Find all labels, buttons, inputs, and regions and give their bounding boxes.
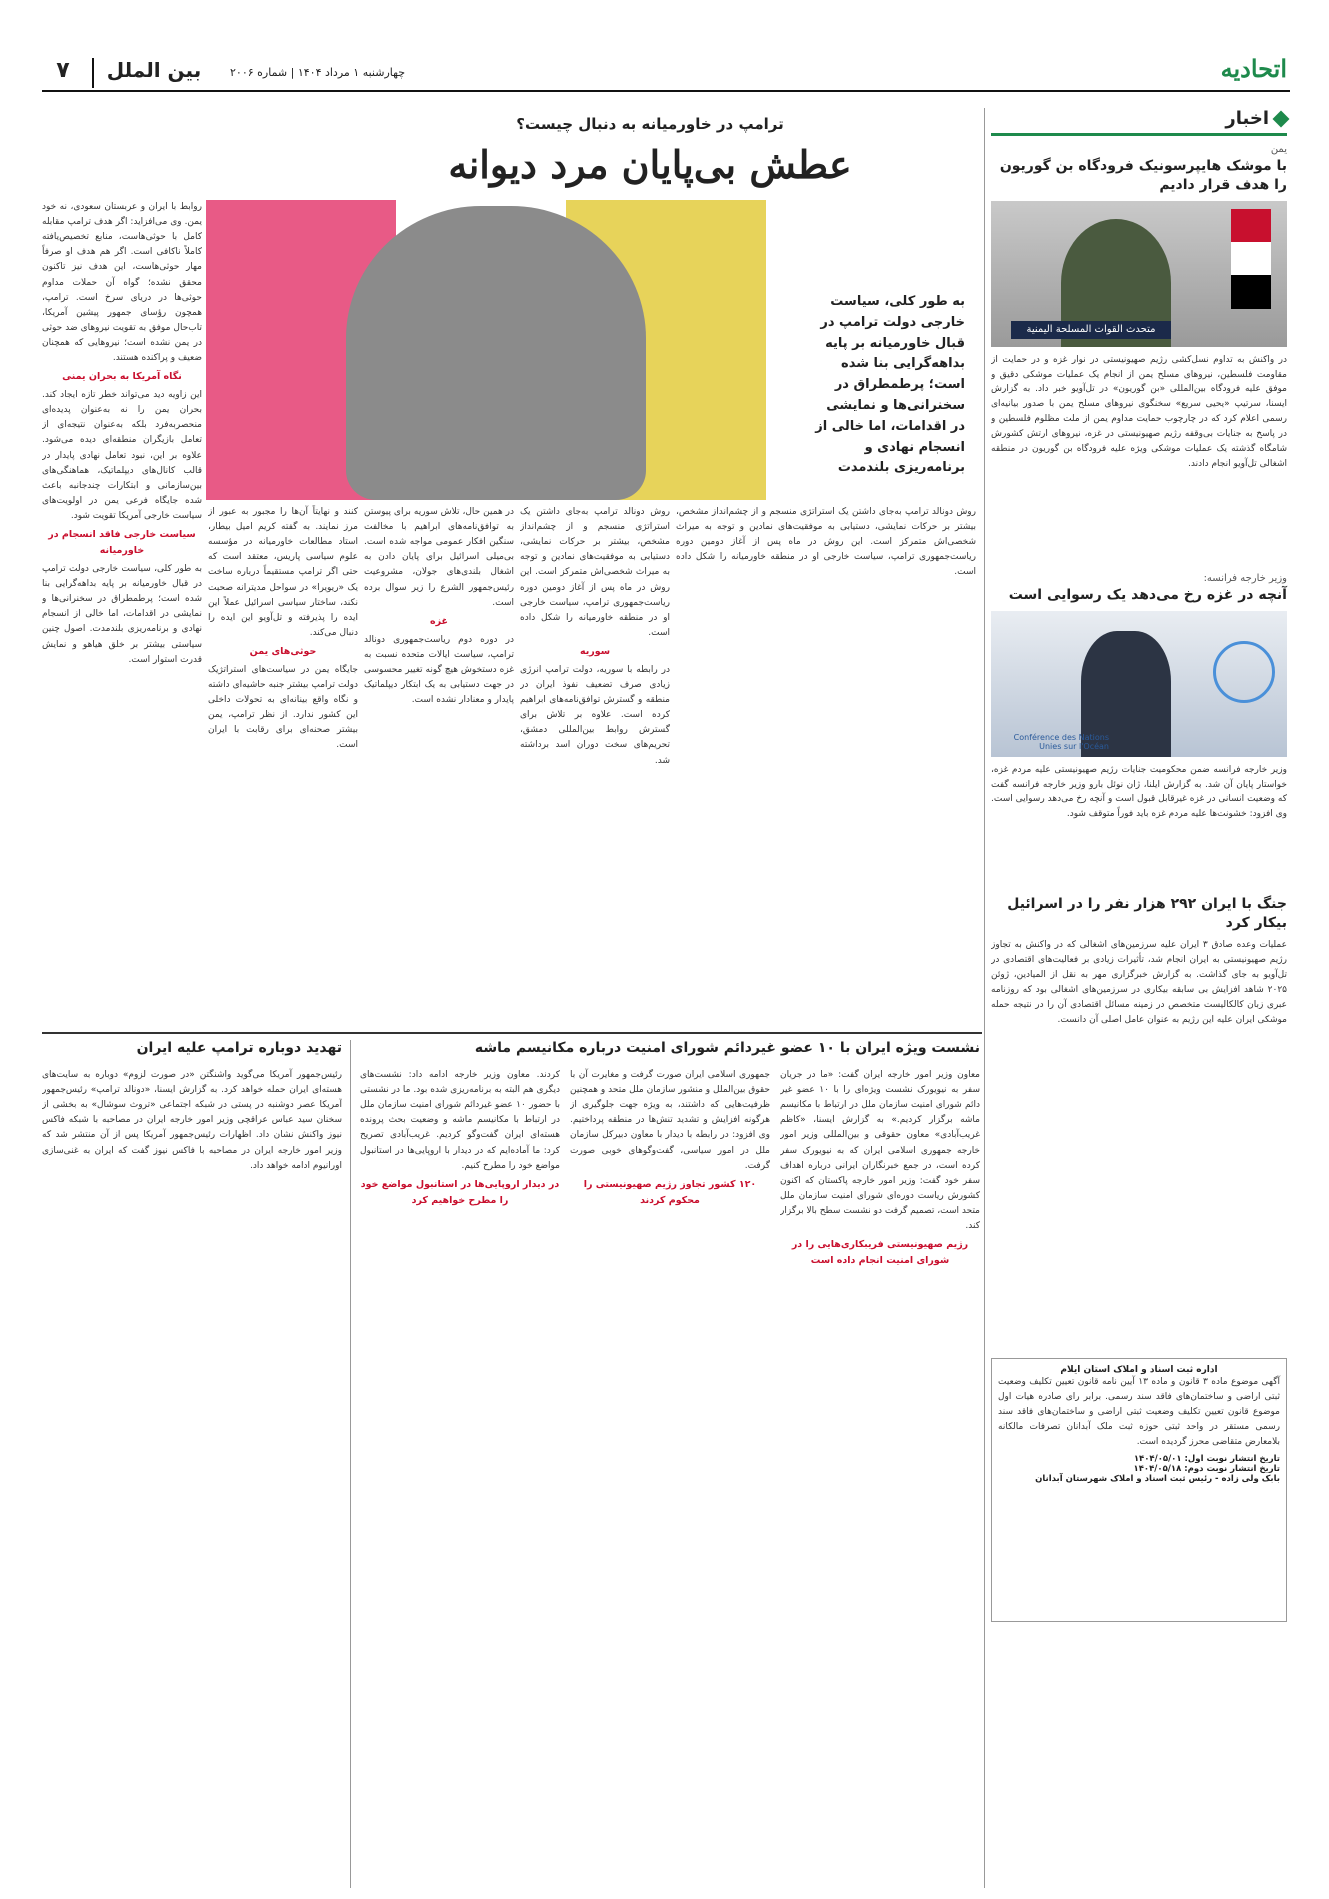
- notice-signer: بابک ولی زاده - رئیس ثبت اسناد و املاک شهرستان آبدانان: [1035, 1473, 1280, 1484]
- france-minister-photo: [991, 611, 1287, 757]
- notice-date-2: تاریخ انتشار نوبت دوم: ۱۴۰۴/۰۵/۱۸: [1133, 1463, 1280, 1474]
- section-title: بین الملل: [92, 58, 214, 88]
- section-subhead: سوریه: [579, 645, 611, 657]
- page-number: ۷: [56, 58, 70, 83]
- dateline: چهارشنبه ۱ مرداد ۱۴۰۴ | شماره ۲۰۰۶: [230, 66, 406, 79]
- photo-caption: متحدث القوات المسلحة اليمنية: [1011, 321, 1171, 339]
- photo-backdrop-text: Conférence des Nations Unies sur l'Océan: [1013, 732, 1109, 751]
- news-kicker-france: وزیر خارجه فرانسه:: [1203, 572, 1287, 584]
- section-subhead: نگاه آمریکا به بحران یمنی: [62, 371, 182, 383]
- feature-subtitle: ترامپ در خاورمیانه به دنبال چیست؟: [516, 115, 784, 133]
- news-body-unemployment: عملیات وعده صادق ۳ ایران علیه سرزمین‌های اشغالی که در واکنش به تجاوز رژیم صهیونیستی به ایران انجام شد، تأثیرات زیادی بر فعالیت‌های اقتصادی در تل‌آویو به جای گذاشت. به گزارش خبرگزاری مهر به نقل از المیادین، ژوئن ۲۰۲۵ شاهد افزایش بی سابقه بیکاری در سرزمین‌های اشغالی بود که روزنامه عبری زبان کالکالیست متخصص در زمینه مسائل اقتصادی آن را در نتیجه حمله موشکی ایران علیه این رژیم به عنوان عامل اصلی آن دانست.: [991, 940, 1287, 1025]
- article-body-threat: رئیس‌جمهور آمریکا می‌گوید واشنگتن «در صورت لزوم» دوباره به سایت‌های هسته‌ای ایران حمله خواهد کرد. به گزارش ایسنا، «دونالد ترامپ» رئیس‌جمهور آمریکا عصر دوشنبه در پستی در شبکه اجتماعی «تروث سوشال» به بخشی از سخنان سید عباس عراقچی وزیر امور خارجه ایران در مصاحبه با شبکه فاکس نیوز واکنش نشان داد. اظهارات رئیس‌جمهور آمریکا پس از آن منتشر شد که وزیر امور خارجه ایران در مصاحبه با فاکس نیوز گفت که ایران به غنی‌سازی اورانیوم ادامه خواهد داد.: [42, 1070, 342, 1171]
- news-body-france: وزیر خارجه فرانسه ضمن محکومیت جنایات رژیم صهیونیستی علیه مردم غزه، خواستار پایان آن شد. به گزارش ایلنا، ژان نوئل بارو وزیر خارجه فرانسه گفت که وضعیت انسانی در غزه غیرقابل قبول است و آنچه رخ می‌دهد رسوایی است. وی افزود: خشونت‌ها علیه مردم غزه باید فوراً متوقف شود.: [991, 764, 1287, 820]
- news-kicker-yemen: یمن: [1270, 144, 1287, 155]
- article-text: به طور کلی، سیاست خارجی دولت ترامپ در قبال خاورمیانه بر پایه بداهه‌گرایی بنا شده است؛ پرطمطراق در سخنرانی‌ها و نمایشی در اقدامات، اما خالی از انسجام نهادی و برنامه‌ریزی بلندمدت. اصول چنین سیاستی بیشتر بر خلق هیاهو و نمایش قدرت استوار است.: [42, 564, 202, 665]
- article-column-sc-3: [360, 1068, 560, 1888]
- section-subhead: رژیم صهیونیستی فریبکاری‌هایی را در شورای امنیت انجام داده است: [791, 1239, 969, 1267]
- diamond-icon: [1273, 110, 1290, 127]
- article-text: روش دونالد ترامپ به‌جای داشتن یک استراتژی منسجم و از چشم‌انداز مشخص، بیشتر بر حرکات نمایشی، دستیابی به موفقیت‌های نمادین و توجه به میراث شخصی‌اش متمرکز است. این روش در ماه پس از آغاز دومین دوره ریاست‌جمهوری ترامپ، سیاست خارجی او در منطقه خاورمیانه را شکل داده است.: [676, 507, 976, 578]
- section-subhead: در دیدار اروپایی‌ها در استانبول مواضع خود را مطرح خواهیم کرد: [360, 1178, 560, 1206]
- un-emblem-icon: [1213, 641, 1275, 703]
- article-column-5: [676, 505, 976, 1025]
- article-column-sc-2: [570, 1068, 770, 1888]
- article-text: معاون وزیر امور خارجه ایران گفت: «ما در جریان سفر به نیویورک نشست ویژه‌ای را با ۱۰ عضو غیر دائم شورای امنیت سازمان ملل در ارتباط با مکانیسم ماشه برگزار کردیم.» به گزارش ایسنا، «کاظم غریب‌آبادی» معاون حقوقی و بین‌المللی وزیر امور خارجه جمهوری اسلامی ایران که به نیویورک سفر کرده است، در جمع خبرنگاران ایرانی درباره اهداف سفر خود گفت: وزیر امور خارجه پاکستان که اکنون کشورش ریاست دوره‌ای شورای امنیت سازمان ملل متحد است، تصمیم گرفت دو نشست سطح بالا برگزار کند.: [780, 1070, 980, 1232]
- news-sidebar: [991, 108, 1287, 1888]
- article-column-4: [520, 505, 670, 1025]
- pull-quote: به طور کلی، سیاست خارجی دولت ترامپ در قبال خاورمیانه بر پایه بداهه‌گرایی بنا شده است؛ پرطمطراق در سخنرانی‌ها و نمایشی در اقدامات، اما خالی از انسجام نهادی و برنامه‌ریزی بلندمدت: [815, 294, 965, 476]
- news-body-yemen: در واکنش به تداوم نسل‌کشی رژیم صهیونیستی در نوار غزه و در حمایت از مقاومت فلسطین، نیروهای مسلح یمن از انجام یک عملیات موشکی دقیق و موفق علیه فرودگاه بین‌المللی «بن گوریون» در تل‌آویو خبر داد. به گزارش ایسنا، سرتیپ «یحیی سریع» سخنگوی نیروهای مسلح یمن با صدور بیانیه‌ای رسمی اعلام کرد که در چارچوب حمایت مداوم یمن از ملت مظلوم فلسطین و در پاسخ به جنایات بی‌وقفه رژیم صهیونیستی در غزه، نیروهای ارتش کشورش شامگاه گذشته یک عملیات موشکی ویژه علیه فرودگاه بن گوریون در منطقه اشغالی تل‌آویو انجام دادند.: [991, 354, 1287, 469]
- section-divider: [42, 1032, 982, 1034]
- article-text: روابط با ایران و عربستان سعودی، نه خود یمن. وی می‌افزاید: اگر هدف ترامپ مقابله کامل با حوثی‌هاست، منابع تخصیص‌یافته کاملاً ناکافی است. اگر هم هدف او صرفاً مهار حوثی‌هاست، این هدف نیز تاکنون محقق نشده؛ گواه آن حملات مداوم حوثی‌ها در دریای سرخ است. ترامپ، همچون رؤسای جمهور پیشین آمریکا، تاب‌حال موفق به تقویت نیروهای ضد حوثی در یمن نشده است؛ نیروهایی که همچنان ضعیف و پراکنده هستند.: [42, 202, 202, 364]
- trump-portrait: [346, 206, 646, 500]
- yemen-spokesman-photo: [991, 201, 1287, 347]
- article-column-1: [42, 200, 202, 1025]
- feature-title: عطش بی‌پایان مرد دیوانه: [448, 142, 852, 187]
- newspaper-logo: اتحادیه: [1220, 54, 1287, 83]
- section-subhead: ۱۲۰ کشور تجاوز رژیم صهیونیستی را محکوم کردند: [583, 1178, 757, 1206]
- article-column-3: [364, 505, 514, 1025]
- article-text: جایگاه یمن در سیاست‌های استراتژیک دولت ترامپ بیشتر جنبه حاشیه‌ای داشته و نگاه واقع بینانه‌ای به تحولات داخلی این کشور ندارد. از نظر ترامپ، یمن بیشتر صحنه‌ای برای رقابت با ایران است.: [208, 664, 358, 751]
- yemen-flag-icon: [1231, 209, 1271, 309]
- article-title-threat: تهدید دوباره ترامپ علیه ایران: [136, 1040, 342, 1056]
- news-title-unemployment: جنگ با ایران ۲۹۲ هزار نفر را در اسرائیل بیکار کرد: [1007, 895, 1287, 931]
- column-divider: [350, 1040, 351, 1888]
- feature-photo-collage: [206, 200, 766, 500]
- sidebar-title: اخبار: [1225, 108, 1269, 129]
- article-text: روش دونالد ترامپ به‌جای داشتن یک استراتژی منسجم و از چشم‌انداز مشخص، بیشتر بر حرکات نمایشی، دستیابی به موفقیت‌های نمادین و توجه به میراث شخصی‌اش متمرکز است. این روش در ماه پس از آغاز دومین دوره ریاست‌جمهوری ترامپ، سیاست خارجی او در منطقه خاورمیانه را شکل داده است.: [520, 507, 670, 638]
- sidebar-divider: [984, 108, 985, 1888]
- article-column-2: [208, 505, 358, 1025]
- article-text: کنند و نهایتاً آن‌ها را مجبور به عبور از مرز نمایند. به گفته کریم امیل بیطار، استاد مطالعات خاورمیانه در مؤسسه علوم سیاسی پاریس، معتقد است که حتی اگر ترامپ مستقیماً درباره ساخت یک «ریویرا» در سواحل مدیترانه صحبت نکند، ساختار سیاسی اسرائیل عملاً این ایده را پذیرفته و تل‌آویو این ایده را دنبال می‌کند.: [208, 507, 358, 638]
- article-text: در همین حال، تلاش سوریه برای پیوستن به توافق‌نامه‌های ابراهیم با مخالفت سنگین افکار عمومی مواجه شده است. بی‌میلی اسرائیل برای پایان دادن به اشغال بلندی‌های جولان، مشروعیت رئیس‌جمهور الشرع را زیر سوال برده است.: [364, 507, 514, 608]
- section-subhead: سیاست خارجی فاقد انسجام در خاورمیانه: [48, 529, 196, 557]
- notice-title: اداره ثبت اسناد و املاک استان ایلام: [1060, 1365, 1218, 1376]
- section-subhead: غزه: [429, 615, 448, 627]
- notice-date-1: تاریخ انتشار نوبت اول: ۱۴۰۴/۰۵/۰۱: [1133, 1453, 1280, 1464]
- article-text: در دوره دوم ریاست‌جمهوری دونالد ترامپ، سیاست ایالات متحده نسبت به غزه دستخوش هیچ گونه تغییر محسوسی در جهت دستیابی به یک ابتکار دیپلماتیک پایدار و معنادار نشده است.: [364, 634, 514, 706]
- article-text: در رابطه با سوریه، دولت ترامپ انرژی زیادی صرف تضعیف نفوذ ایران در منطقه و گسترش توافق‌نامه‌های ابراهیم کرده است. علاوه بر تلاش برای گسترش روابط بین‌المللی دمشق، تحریم‌های سخت دوران اسد برداشته شد.: [520, 664, 670, 766]
- article-column-sc-1: [780, 1068, 980, 1888]
- article-text: این زاویه دید می‌تواند خطر تازه ایجاد کند. بحران یمن را نه به‌عنوان پدیده‌ای منحصربه‌فرد بلکه به‌عنوان نتیجه‌ای از تعامل بازیگران منطقه‌ای دیده می‌شود. علاوه بر این، نبود تعامل نهادی پایدار در قالب کانال‌های دیپلماتیک، هماهنگی‌های بین‌سازمانی و ابتکارات چندجانبه باعث شده جایگاه فرعی یمن در اولویت‌های سیاست خارجی آمریکا تقویت شود.: [42, 390, 202, 522]
- article-text: جمهوری اسلامی ایران صورت گرفت و مغایرت آن با حقوق بین‌الملل و منشور سازمان ملل متحد و همچنین ظرفیت‌هایی که داشتند، به ویژه جهت جلوگیری از هرگونه افزایش و تشدید تنش‌ها در منطقه پرداختیم. وی افزود: در رابطه با دیدار با معاون دبیرکل سازمان ملل در امور سیاسی، گفت‌وگوهای خوبی صورت گرفت.: [570, 1070, 770, 1171]
- section-subhead: حوثی‌های یمن: [249, 645, 317, 657]
- article-text: کردند. معاون وزیر خارجه ادامه داد: نشست‌های دیگری هم البته به برنامه‌ریزی شده بود. ما در نشستی با حضور ۱۰ عضو غیردائم شورای امنیت سازمان ملل در ارتباط با مکانیسم ماشه و وضعیت بحث پرونده هسته‌ای ایران گفت‌وگو کردیم. غریب‌آبادی تصریح کرد: ما آماده‌ایم که در دیدار با اروپایی‌ها در استانبول مواضع خود را مطرح کنیم.: [360, 1070, 560, 1171]
- article-title-security-council: نشست ویژه ایران با ۱۰ عضو غیردائم شورای امنیت درباره مکانیسم ماشه: [474, 1040, 980, 1056]
- legal-notice: [991, 1358, 1287, 1622]
- sidebar-header: [991, 108, 1287, 136]
- news-title-france: آنچه در غزه رخ می‌دهد یک رسوایی است: [1008, 586, 1287, 603]
- notice-body: آگهی موضوع ماده ۳ قانون و ماده ۱۳ آیین نامه قانون تعیین تکلیف وضعیت ثبتی اراضی و ساختمان‌های فاقد سند رسمی. برابر رای صادره هیات اول موضوع قانون تعیین تکلیف وضعیت ثبتی اراضی و ساختمان‌های فاقد سند رسمی مستقر در واحد ثبتی حوزه ثبت ملک آبدانان تصرفات مالکانه بلامعارض متقاضی محرز گردیده است.: [998, 1377, 1280, 1447]
- news-title-yemen: با موشک هایپرسونیک فرودگاه بن گوریون را هدف قرار دادیم: [999, 158, 1287, 193]
